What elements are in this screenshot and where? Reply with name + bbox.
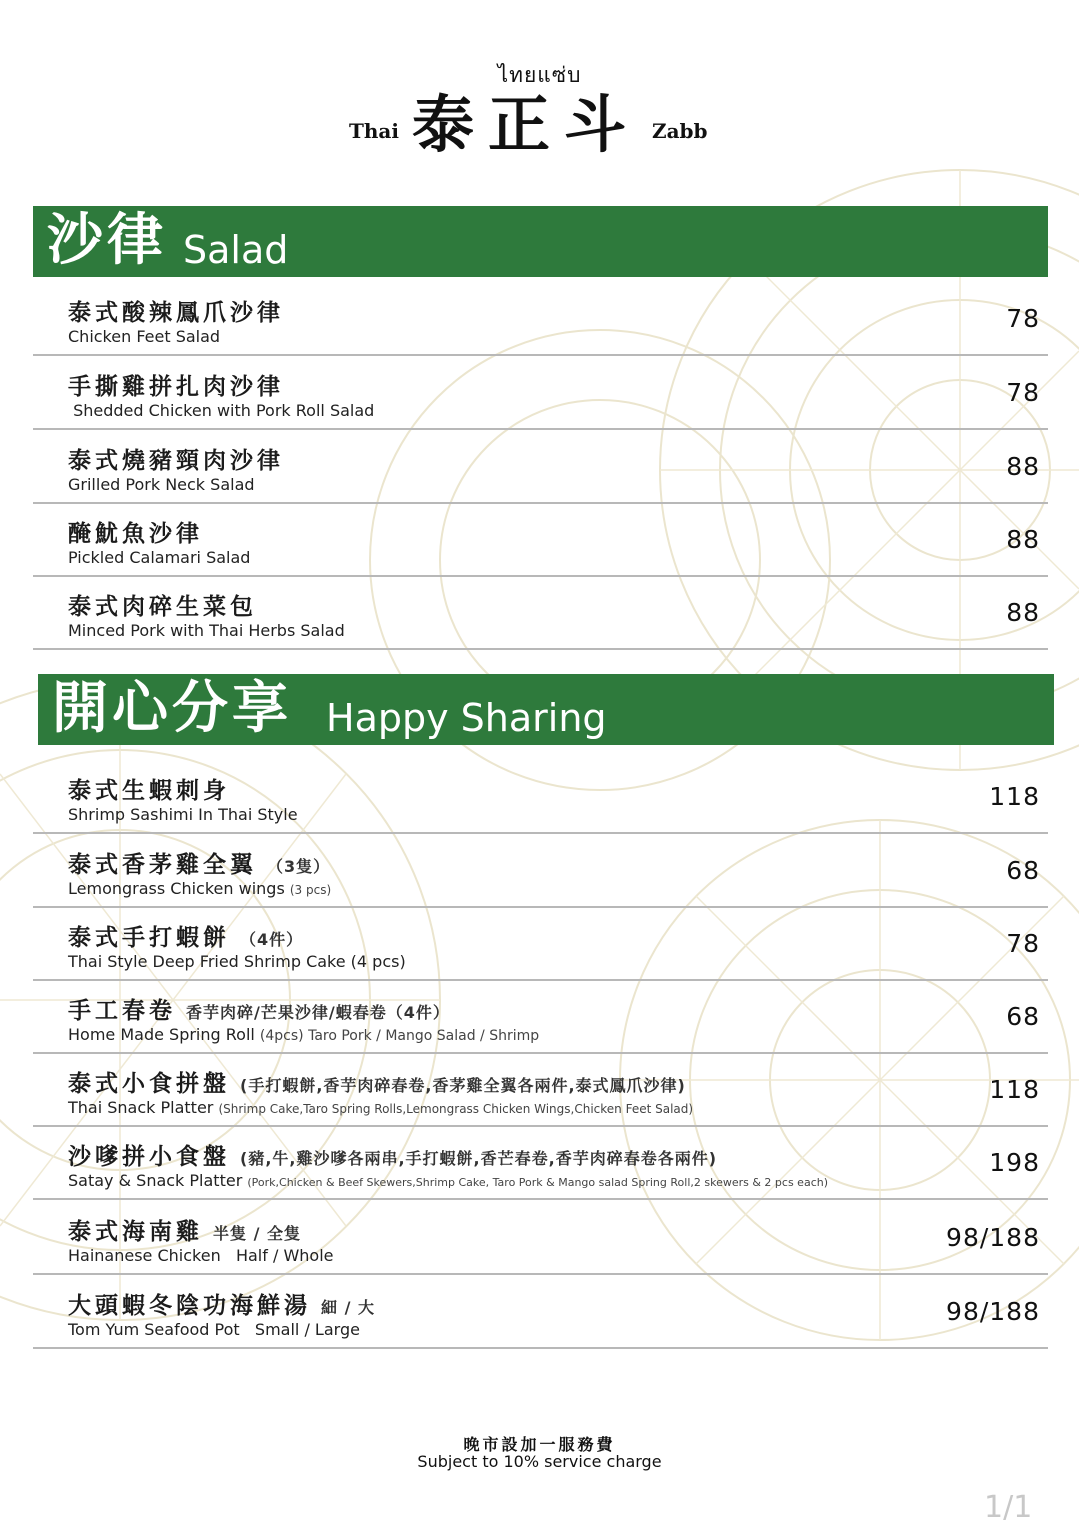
item-name-zh: 手撕雞拼扎肉沙律 [68, 374, 284, 400]
item-price: 118 [989, 1075, 1040, 1104]
restaurant-header [0, 55, 1079, 175]
item-note-zh: 細 / 大 [321, 1298, 375, 1317]
section-title-zh: 沙律 [47, 208, 167, 273]
section-header-salad [33, 206, 1048, 277]
menu-item [33, 980, 1048, 1054]
item-price: 88 [1006, 598, 1040, 627]
item-name-zh: 泰式燒豬頸肉沙律 [68, 448, 284, 474]
menu-item [33, 1275, 1048, 1349]
item-note-en: (3 pcs) [289, 883, 332, 897]
menu-item [33, 1053, 1048, 1127]
menu-item [33, 430, 1048, 504]
logo-left-text: Thai [349, 119, 399, 143]
item-name-en: Shrimp Sashimi In Thai Style [68, 805, 298, 824]
item-note-zh: （4件） [240, 930, 304, 949]
item-name-zh: 泰式小食拼盤 (手打蝦餅,香芋肉碎春卷,香茅雞全翼各兩件,泰式鳳爪沙律) [68, 1071, 686, 1097]
menu-item [33, 834, 1048, 908]
item-name-zh: 泰式手打蝦餅 （4件） [68, 925, 304, 951]
item-price: 98/188 [946, 1297, 1040, 1326]
section-header-happy-sharing [38, 674, 1054, 745]
item-price: 68 [1006, 856, 1040, 885]
item-name-en: Hainanese Chicken Half / Whole [68, 1246, 334, 1265]
menu-item [33, 760, 1048, 834]
section-title-en: Happy Sharing [326, 696, 607, 740]
item-price: 88 [1006, 452, 1040, 481]
menu-item [33, 503, 1048, 577]
item-name-zh: 泰式酸辣鳳爪沙律 [68, 300, 284, 326]
section-title-zh: 開心分享 [52, 676, 292, 741]
item-price: 88 [1006, 525, 1040, 554]
item-note-en: (Shrimp Cake,Taro Spring Rolls,Lemongrass Chicken Wings,Chicken Feet Salad) [218, 1102, 694, 1116]
item-name-en: Tom Yum Seafood Pot Small / Large [68, 1320, 360, 1339]
item-note-zh: 香芋肉碎/芒果沙律/蝦春卷（4件） [186, 1003, 450, 1022]
item-name-en: Shedded Chicken with Pork Roll Salad [68, 401, 375, 420]
item-name-zh: 沙嗲拼小食盤 (豬,牛,雞沙嗲各兩串,手打蝦餅,香芒春卷,香芋肉碎春卷各兩件) [68, 1144, 718, 1170]
item-name-en: Pickled Calamari Salad [68, 548, 251, 567]
item-name-zh: 醃魷魚沙律 [68, 521, 203, 547]
menu-item [33, 282, 1048, 356]
item-price: 78 [1006, 929, 1040, 958]
item-name-zh: 手工春卷 香芋肉碎/芒果沙律/蝦春卷（4件） [68, 998, 450, 1024]
section-title-en: Salad [183, 228, 289, 272]
page-number: 1/1 [984, 1490, 1033, 1525]
logo-right-text: Zabb [652, 119, 708, 143]
item-price: 198 [989, 1148, 1040, 1177]
item-name-en: Home Made Spring Roll (4pcs) Taro Pork / Mango Salad / Shrimp [68, 1025, 540, 1044]
item-name-en: Thai Snack Platter (Shrimp Cake,Taro Spring Rolls,Lemongrass Chicken Wings,Chicken Feet Salad) [68, 1098, 694, 1117]
item-name-en: Lemongrass Chicken wings (3 pcs) [68, 879, 332, 898]
item-price: 78 [1006, 304, 1040, 333]
item-price: 78 [1006, 378, 1040, 407]
menu-item [33, 576, 1048, 650]
item-name-en: Grilled Pork Neck Salad [68, 475, 255, 494]
menu-item [33, 356, 1048, 430]
item-note-zh: (豬,牛,雞沙嗲各兩串,手打蝦餅,香芒春卷,香芋肉碎春卷各兩件) [240, 1149, 718, 1168]
item-name-zh: 泰式海南雞 半隻 / 全隻 [68, 1219, 301, 1245]
item-note-zh: （3隻） [267, 857, 331, 876]
item-name-zh: 泰式肉碎生菜包 [68, 594, 257, 620]
logo-chinese-name: 泰正斗 [412, 88, 641, 161]
item-name-en: Minced Pork with Thai Herbs Salad [68, 621, 345, 640]
item-name-zh: 大頭蝦冬陰功海鮮湯 細 / 大 [68, 1293, 375, 1319]
menu-item [33, 907, 1048, 981]
item-name-en: Chicken Feet Salad [68, 327, 221, 346]
item-note-zh: 半隻 / 全隻 [213, 1224, 301, 1243]
menu-item [33, 1126, 1048, 1200]
item-name-en: Thai Style Deep Fried Shrimp Cake (4 pcs) [68, 952, 406, 971]
logo [0, 89, 1079, 169]
menu-item [33, 1201, 1048, 1275]
thai-script-title: ไทยแซ่บ [497, 63, 582, 87]
service-charge-note-zh: 晚市設加一服務費 [463, 1435, 616, 1454]
item-price: 118 [989, 782, 1040, 811]
item-name-zh: 泰式生蝦刺身 [68, 778, 230, 804]
item-note-en: (4pcs) Taro Pork / Mango Salad / Shrimp [259, 1028, 540, 1044]
item-price: 68 [1006, 1002, 1040, 1031]
item-name-zh: 泰式香茅雞全翼 （3隻） [68, 852, 331, 878]
item-note-en: (Pork,Chicken & Beef Skewers,Shrimp Cake, Taro Pork & Mango salad Spring Roll,2 skewers & 2 pcs each) [247, 1176, 829, 1189]
item-note-zh: (手打蝦餅,香芋肉碎春卷,香茅雞全翼各兩件,泰式鳳爪沙律) [240, 1076, 686, 1095]
service-charge-note-en: Subject to 10% service charge [417, 1452, 662, 1471]
item-name-en: Satay & Snack Platter (Pork,Chicken & Beef Skewers,Shrimp Cake, Taro Pork & Mango salad Spring Roll,2 skewers & 2 pcs each) [68, 1171, 829, 1190]
item-price: 98/188 [946, 1223, 1040, 1252]
